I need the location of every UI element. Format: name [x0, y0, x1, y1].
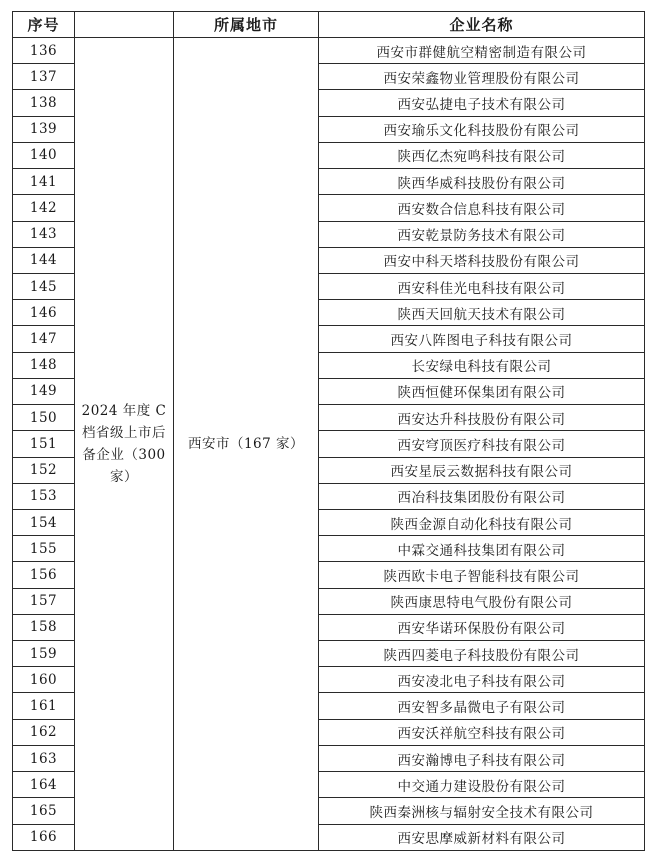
row-seq: 153 — [13, 483, 75, 509]
row-company-name: 西安瀚博电子科技有限公司 — [319, 745, 645, 771]
row-company-name: 陕西恒健环保集团有限公司 — [319, 378, 645, 404]
row-company-name: 西安弘捷电子技术有限公司 — [319, 90, 645, 116]
table-header — [13, 12, 645, 38]
row-company-name: 西安乾景防务技术有限公司 — [319, 221, 645, 247]
row-seq: 136 — [13, 38, 75, 64]
row-company-name: 中霖交通科技集团有限公司 — [319, 536, 645, 562]
row-company-name: 西安沃祥航空科技有限公司 — [319, 719, 645, 745]
row-seq: 164 — [13, 772, 75, 798]
row-company-name: 陕西四菱电子科技股份有限公司 — [319, 641, 645, 667]
category-cell — [75, 38, 174, 851]
row-company-name: 西安荣鑫物业管理股份有限公司 — [319, 64, 645, 90]
header-seq: 序号 — [13, 12, 75, 38]
header-row — [13, 12, 645, 38]
row-company-name: 西安八阵图电子科技有限公司 — [319, 326, 645, 352]
row-company-name: 西安中科天塔科技股份有限公司 — [319, 247, 645, 273]
row-seq: 160 — [13, 667, 75, 693]
header-company: 企业名称 — [319, 12, 645, 38]
row-company-name: 西安市群健航空精密制造有限公司 — [319, 38, 645, 64]
row-seq: 145 — [13, 273, 75, 299]
row-seq: 148 — [13, 352, 75, 378]
row-seq: 147 — [13, 326, 75, 352]
row-company-name: 西安星辰云数据科技有限公司 — [319, 457, 645, 483]
row-seq: 144 — [13, 247, 75, 273]
row-company-name: 陕西金源自动化科技有限公司 — [319, 509, 645, 535]
row-company-name: 西安华诺环保股份有限公司 — [319, 614, 645, 640]
row-seq: 140 — [13, 142, 75, 168]
table-row — [13, 38, 645, 64]
row-seq: 165 — [13, 798, 75, 824]
row-seq: 141 — [13, 169, 75, 195]
row-company-name: 西安达升科技股份有限公司 — [319, 405, 645, 431]
row-company-name: 西安思摩威新材料有限公司 — [319, 824, 645, 850]
row-company-name: 陕西亿杰宛鸣科技有限公司 — [319, 142, 645, 168]
row-company-name: 西安科佳光电科技有限公司 — [319, 273, 645, 299]
row-company-name: 陕西欧卡电子智能科技有限公司 — [319, 562, 645, 588]
row-company-name: 陕西天回航天技术有限公司 — [319, 300, 645, 326]
row-seq: 146 — [13, 300, 75, 326]
city-cell — [174, 38, 319, 851]
row-seq: 149 — [13, 378, 75, 404]
row-seq: 158 — [13, 614, 75, 640]
row-company-name: 中交通力建设股份有限公司 — [319, 772, 645, 798]
row-company-name: 陕西华威科技股份有限公司 — [319, 169, 645, 195]
row-seq: 159 — [13, 641, 75, 667]
row-seq: 150 — [13, 405, 75, 431]
row-seq: 161 — [13, 693, 75, 719]
row-seq: 152 — [13, 457, 75, 483]
enterprise-table — [12, 11, 645, 851]
header-city: 所属地市 — [174, 12, 319, 38]
row-seq: 143 — [13, 221, 75, 247]
row-company-name: 西冶科技集团股份有限公司 — [319, 483, 645, 509]
row-seq: 155 — [13, 536, 75, 562]
row-seq: 154 — [13, 509, 75, 535]
row-seq: 163 — [13, 745, 75, 771]
table-body — [13, 38, 645, 851]
row-seq: 138 — [13, 90, 75, 116]
row-company-name: 陕西秦洲核与辐射安全技术有限公司 — [319, 798, 645, 824]
row-seq: 139 — [13, 116, 75, 142]
header-category — [75, 12, 174, 38]
row-seq: 142 — [13, 195, 75, 221]
row-company-name: 西安瑜乐文化科技股份有限公司 — [319, 116, 645, 142]
row-company-name: 西安穹顶医疗科技有限公司 — [319, 431, 645, 457]
row-seq: 166 — [13, 824, 75, 850]
row-company-name: 西安数合信息科技有限公司 — [319, 195, 645, 221]
row-company-name: 长安绿电科技有限公司 — [319, 352, 645, 378]
row-seq: 162 — [13, 719, 75, 745]
row-seq: 151 — [13, 431, 75, 457]
row-seq: 156 — [13, 562, 75, 588]
row-seq: 157 — [13, 588, 75, 614]
category-label: 2024 年度 C 档省级上市后备企业（300 家） — [81, 402, 167, 485]
row-seq: 137 — [13, 64, 75, 90]
row-company-name: 西安智多晶微电子有限公司 — [319, 693, 645, 719]
city-label: 西安市（167 家） — [187, 435, 305, 452]
row-company-name: 西安凌北电子科技有限公司 — [319, 667, 645, 693]
row-company-name: 陕西康思特电气股份有限公司 — [319, 588, 645, 614]
